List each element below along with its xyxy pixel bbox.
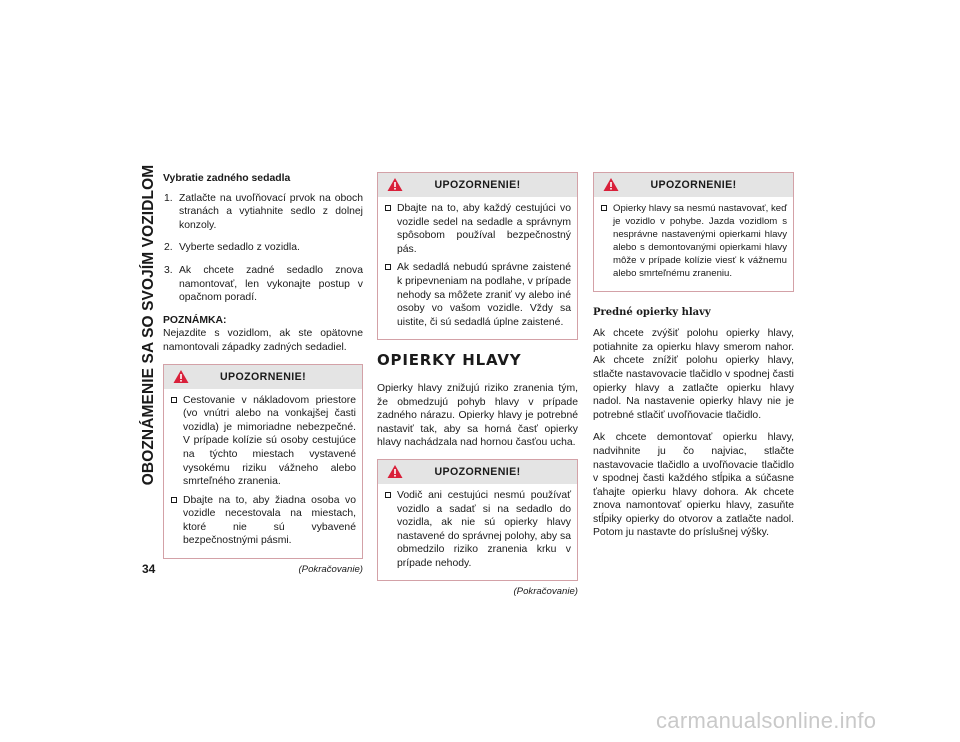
column-3 xyxy=(593,172,794,549)
warning-body xyxy=(594,197,793,291)
warning-body xyxy=(378,484,577,581)
square-bullet-icon xyxy=(385,492,391,498)
warning-item xyxy=(384,489,571,571)
step-number: 3. xyxy=(164,264,173,276)
step-number: 1. xyxy=(164,192,173,204)
steps-list xyxy=(163,192,363,305)
square-bullet-icon xyxy=(171,397,177,403)
square-bullet-icon xyxy=(171,497,177,503)
list-item xyxy=(163,241,363,255)
warning-item xyxy=(384,261,571,329)
list-item xyxy=(163,192,363,233)
subheading-front-head-restraints: Predné opierky hlavy xyxy=(593,306,711,318)
section-title-head-restraints: OPIERKY HLAVY xyxy=(377,351,522,370)
warning-triangle-icon xyxy=(387,177,403,192)
watermark: carmanualsonline.info xyxy=(656,708,877,733)
head-restraints-paragraph: Opierky hlavy znižujú riziko zranenia tým, že obmedzujú pohyb hlavy v prípade zadného nárazu. Opierky hlavy je potrebné nastaviť tak, aby sa horná časť opierky hlavy nachádzala nad hornou časťou ucha. xyxy=(377,382,578,449)
warning-title: UPOZORNENIE! xyxy=(434,179,521,191)
warning-header xyxy=(378,173,577,197)
step-text: Vyberte sedadlo z vozidla. xyxy=(179,242,300,254)
warning-title: UPOZORNENIE! xyxy=(650,179,737,191)
note-title: POZNÁMKA: xyxy=(163,314,227,326)
step-text: Zatlačte na uvoľňovací prvok na oboch stranách a vytiahnite sedlo z dolnej konzoly. xyxy=(179,192,363,231)
warning-item-text: Vodič ani cestujúci nesmú používať vozidlo a sadať si na sedadlo do vozidla, ak nie sú opierky hlavy nastavené do správnej polohy, aby sa obmedzilo riziko zranenia krku v prípade nehody. xyxy=(397,489,571,569)
heading-remove-rear-seat: Vybratie zadného sedadla xyxy=(163,173,291,184)
column-2 xyxy=(377,172,578,599)
side-chapter-title-text: OBOZNÁMENIE SA SO SVOJÍM VOZIDLOM xyxy=(140,164,157,486)
warning-box xyxy=(163,364,363,560)
warning-item xyxy=(600,202,787,281)
page-number: 34 xyxy=(142,562,156,576)
warning-item-text: Dbajte na to, aby žiadna osoba vo vozidle necestovala na miestach, ktoré nie sú vybavené bezpečnostnými pásmi. xyxy=(183,494,356,547)
paragraph: Ak chcete zvýšiť polohu opierky hlavy, potiahnite za opierku hlavy smerom nahor. Ak chcete znížiť polohu opierky hlavy, stlačte nastavovacie tlačidlo v spodnej časti opierky hlavy a zatlačte opierku hlavy nadol. Na nastavenie opierky hlavy nie je potrebné stlačiť uvoľňovacie tlačidlo. xyxy=(593,328,794,421)
warning-triangle-icon xyxy=(173,369,189,384)
paragraph: Ak chcete demontovať opierku hlavy, nadvihnite ju čo najviac, stlačte nastavovacie tlačidlo a uvoľňovacie tlačidlo v spodnej časti každého stĺpika a súčasne ťahajte opierku hlavy dohora. Ak chcete znova namontovať opierku hlavy, zasuňte stĺpiky opierky do otvorov a zatlačte nadol. Potom ju nastavte do príslušnej výšky. xyxy=(593,432,794,539)
warning-body xyxy=(164,389,362,559)
warning-triangle-icon xyxy=(387,464,403,479)
warning-item xyxy=(170,494,356,548)
warning-header xyxy=(594,173,793,197)
warning-item xyxy=(170,394,356,489)
warning-body xyxy=(378,197,577,339)
warning-triangle-icon xyxy=(603,177,619,192)
square-bullet-icon xyxy=(385,264,391,270)
warning-item-text: Ak sedadlá nebudú správne zaistené k pripevneniam na podlahe, v prípade nehody sa môžete zraniť vy alebo iné osoby vo vašom vozidle. Vždy sa uistite, či sú sedadlá úplne zaistené. xyxy=(397,262,571,328)
warning-header xyxy=(164,365,362,389)
list-item xyxy=(163,264,363,305)
square-bullet-icon xyxy=(601,205,607,211)
warning-item-text: Dbajte na to, aby každý cestujúci vo vozidle sedel na sedadle a správnym spôsobom používal bezpečnostný pás. xyxy=(397,203,571,255)
column-1 xyxy=(163,172,363,577)
warning-box xyxy=(593,172,794,292)
warning-item-text: Cestovanie v nákladovom priestore (vo vnútri alebo na vonkajšej časti vozidla) je mimoriadne nebezpečné. V prípade kolízie sú osoby cestujúce na týchto miestach vystavené vysokému riziku vážneho alebo smrteľného zranenia. xyxy=(183,394,356,488)
side-chapter-title xyxy=(137,160,161,490)
warning-box xyxy=(377,172,578,340)
step-text: Ak chcete zadné sedadlo znova namontovať, len vykonajte postup v opačnom poradí. xyxy=(179,264,363,304)
warning-title: UPOZORNENIE! xyxy=(434,465,521,478)
warning-box xyxy=(377,459,578,582)
warning-title: UPOZORNENIE! xyxy=(219,370,307,383)
square-bullet-icon xyxy=(385,205,391,211)
note-text: Nejazdite s vozidlom, ak ste opätovne namontovali západky zadných sedadiel. xyxy=(163,328,363,353)
warning-header xyxy=(378,460,577,484)
warning-item-text: Opierky hlavy sa nesmú nastavovať, keď je vozidlo v pohybe. Jazda vozidlom s nesprávne nastavenými opierkami hlavy alebo s demontovanými opierkami hlavy môže v prípade kolízie viesť k vážnemu alebo smrteľnému zraneniu. xyxy=(613,203,787,280)
continued-label: (Pokračovanie) xyxy=(298,564,363,576)
step-number: 2. xyxy=(164,242,173,254)
continued-label: (Pokračovanie) xyxy=(513,586,578,598)
warning-item xyxy=(384,202,571,256)
